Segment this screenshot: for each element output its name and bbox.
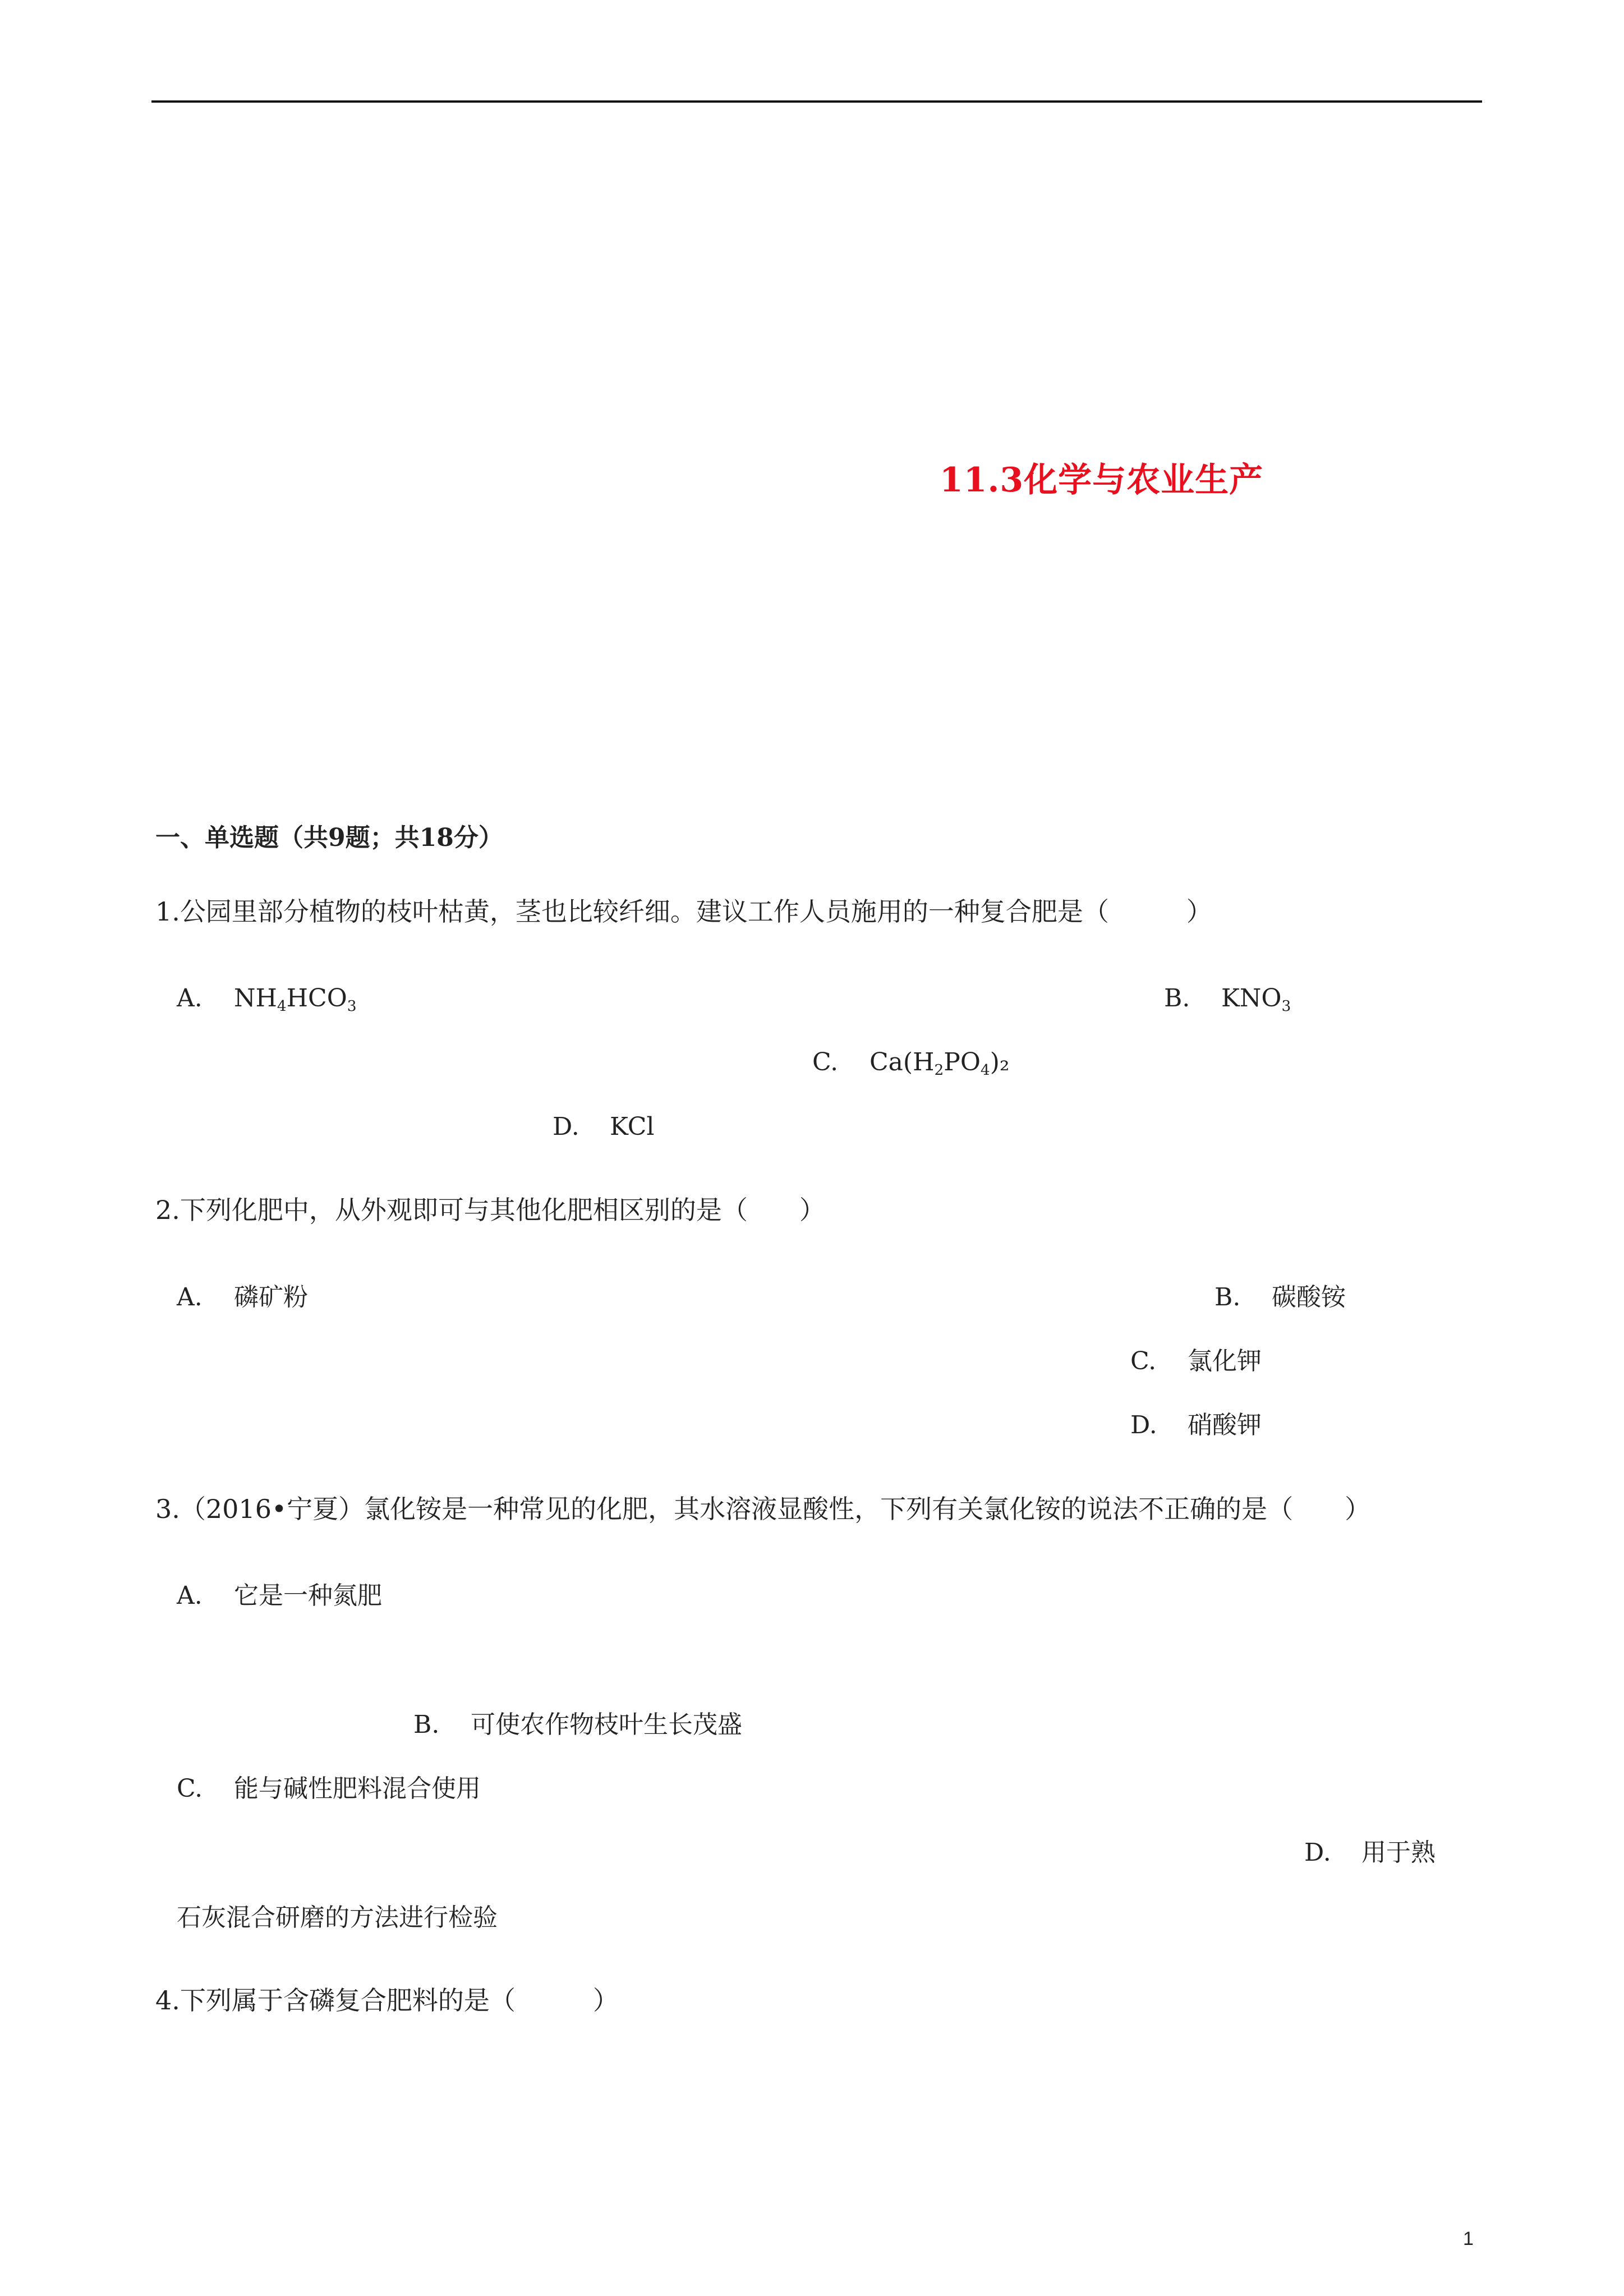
question-4-stem: 4.下列属于含磷复合肥料的是（ ）: [155, 1985, 619, 2016]
formula-part: Ca(H: [869, 1048, 935, 1076]
option-letter: B.: [1214, 1283, 1241, 1312]
option-letter: D.: [1130, 1411, 1157, 1439]
question-3-option-d-continuation: 石灰混合研磨的方法进行检验: [177, 1903, 498, 1932]
question-2-option-d[interactable]: [1130, 1411, 1262, 1441]
formula-subscript: 3: [1281, 997, 1291, 1015]
formula-part: NH: [234, 984, 277, 1013]
question-2-option-b[interactable]: [1214, 1283, 1346, 1313]
question-1-option-b[interactable]: [1164, 984, 1291, 1014]
question-1-option-a[interactable]: [177, 984, 357, 1014]
question-1-option-d[interactable]: [553, 1112, 654, 1142]
document-title: 11.3化学与农业生产: [940, 461, 1264, 500]
option-letter: D.: [1304, 1838, 1331, 1867]
page-number: 1: [1463, 2228, 1474, 2249]
option-text: 用于熟: [1361, 1838, 1436, 1867]
option-text: 碳酸铵: [1272, 1283, 1346, 1312]
option-letter: A.: [177, 1283, 203, 1312]
section-heading: 一、单选题（共9题；共18分）: [155, 823, 503, 852]
question-2-option-a[interactable]: [177, 1283, 308, 1313]
option-text: 氯化钾: [1188, 1347, 1262, 1375]
option-letter: C.: [177, 1774, 203, 1803]
option-text: KCl: [610, 1112, 655, 1141]
question-3-option-a[interactable]: [177, 1581, 382, 1611]
option-letter: A.: [177, 984, 203, 1013]
option-text: 磷矿粉: [234, 1283, 308, 1312]
option-letter: B.: [413, 1710, 440, 1739]
option-letter: C.: [812, 1048, 839, 1076]
question-3-option-c[interactable]: [177, 1774, 481, 1804]
formula-part: HCO: [286, 984, 347, 1013]
formula-subscript: 4: [277, 997, 287, 1015]
question-3-option-d[interactable]: [1304, 1838, 1436, 1868]
formula-part: KNO: [1221, 984, 1282, 1013]
option-letter: D.: [553, 1112, 579, 1141]
header-rule: [151, 100, 1482, 103]
question-3-option-b[interactable]: [413, 1710, 742, 1740]
formula-part: )₂: [990, 1048, 1010, 1076]
formula-subscript: 3: [347, 997, 357, 1015]
option-text: 硝酸钾: [1188, 1411, 1262, 1439]
question-3-stem: 3.（2016•宁夏）氯化铵是一种常见的化肥，其水溶液显酸性，下列有关氯化铵的说法不正确的是（ ）: [155, 1494, 1371, 1524]
option-text: 它是一种氮肥: [234, 1581, 382, 1610]
option-letter: A.: [177, 1581, 203, 1610]
option-letter: B.: [1164, 984, 1190, 1013]
formula-part: PO: [944, 1048, 981, 1076]
formula-subscript: 4: [980, 1061, 990, 1079]
formula-subscript: 2: [934, 1061, 944, 1079]
option-letter: C.: [1130, 1347, 1157, 1375]
question-1-option-c[interactable]: [812, 1048, 1010, 1078]
option-text: 能与碱性肥料混合使用: [234, 1774, 481, 1803]
question-1-stem: 1.公园里部分植物的枝叶枯黄，茎也比较纤细。建议工作人员施用的一种复合肥是（ ）: [155, 896, 1212, 927]
question-2-stem: 2.下列化肥中，从外观即可与其他化肥相区别的是（ ）: [155, 1195, 825, 1225]
option-text: 可使农作物枝叶生长茂盛: [471, 1710, 742, 1739]
question-2-option-c[interactable]: [1130, 1347, 1262, 1377]
